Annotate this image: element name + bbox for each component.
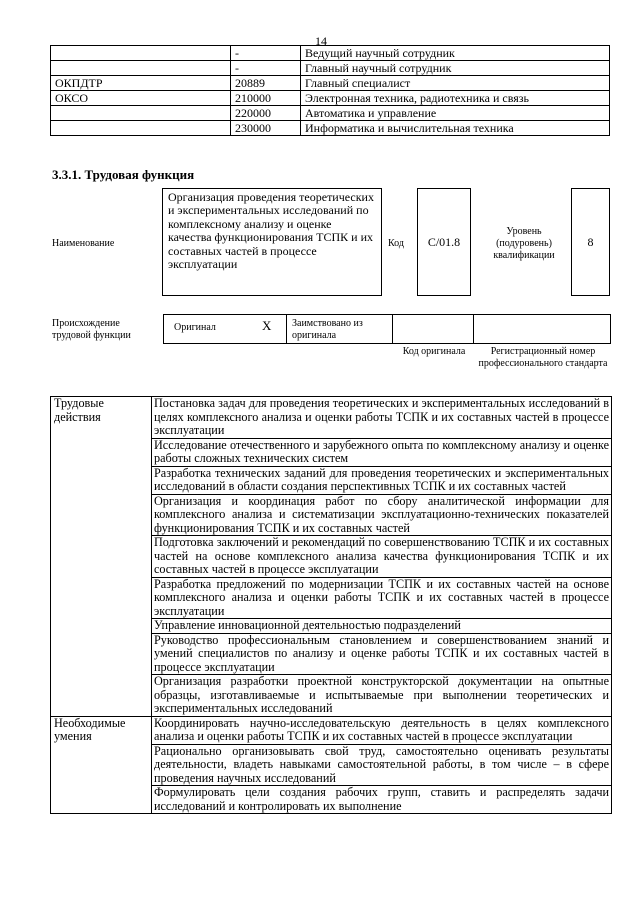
section-title: 3.3.1. Трудовая функция <box>52 167 195 182</box>
labor-action: Постановка задач для проведения теоретических и экспериментальных исследований в целях комплексного анализа и оценки работы ТСПК и их составных частей в процессе эксплуатации <box>152 397 612 439</box>
function-name: Организация проведения теоретических и экспериментальных исследований по комплексному анализу и оценке качества функционирования ТСПК и их составных частей в процессе эксплуатации <box>162 188 382 296</box>
classifier-title: Главный научный сотрудник <box>301 61 610 76</box>
labor-action: Разработка предложений по модернизации ТСПК и их составных частей на основе комплексного анализа и оценки работы ТСПК и их составных частей в процессе эксплуатации <box>152 577 612 619</box>
required-skills-label: Необходимые умения <box>51 716 152 814</box>
classifier-code: 220000 <box>231 106 301 121</box>
original-mark: X <box>262 318 272 333</box>
original-code-cell <box>392 314 474 344</box>
classifier-title: Электронная техника, радиотехника и связь <box>301 91 610 106</box>
level-label: Уровень (подуровень) квалификации <box>493 226 555 261</box>
function-code: С/01.8 <box>417 188 471 296</box>
labor-function-table <box>50 396 612 814</box>
codes-row <box>51 46 610 61</box>
classifier-name: ОКСО <box>51 91 231 106</box>
required-skill: Формулировать цели создания рабочих групп, ставить и распределять задачи исследований и контролировать их выполнение <box>152 786 612 814</box>
labor-action: Управление инновационной деятельностью подразделений <box>152 619 612 634</box>
classifier-name <box>51 46 231 61</box>
classifier-code: 20889 <box>231 76 301 91</box>
labor-action: Организация и координация работ по сбору аналитической информации для комплексного анализа и систематизации эксплуатационно-технических показателей функционирования ТСПК и их составных частей <box>152 494 612 536</box>
classifier-code: - <box>231 46 301 61</box>
classifier-title: Информатика и вычислительная техника <box>301 121 610 136</box>
required-skill-row <box>51 716 612 744</box>
classifier-name: ОКПДТР <box>51 76 231 91</box>
classifier-code: - <box>231 61 301 76</box>
labor-action: Руководство профессиональным становлением и совершенствованием знаний и умений специалистов по анализу и оценке работы ТСПК и их составных частей в процессе эксплуатации <box>152 633 612 675</box>
qualification-level: 8 <box>571 188 610 296</box>
codes-row <box>51 91 610 106</box>
code-label: Код <box>388 238 404 249</box>
codes-row <box>51 121 610 136</box>
classifier-name <box>51 61 231 76</box>
page-number: 14 <box>315 34 327 48</box>
reg-number-caption: Регистрационный номер профессионального стандарта <box>478 346 608 369</box>
classification-codes-table <box>50 45 610 136</box>
labor-action: Подготовка заключений и рекомендаций по совершенствованию ТСПК и их составных частей на основе комплексного анализа качества функционирования ТСПК и их составных частей в процессе эксплуатации <box>152 536 612 578</box>
labor-action-row <box>51 397 612 439</box>
codes-row <box>51 61 610 76</box>
classifier-title: Ведущий научный сотрудник <box>301 46 610 61</box>
classifier-name <box>51 106 231 121</box>
classifier-title: Главный специалист <box>301 76 610 91</box>
labor-action: Организация разработки проектной конструкторской документации на опытные образцы, изготавливаемые и испытываемые при выполнении теоретических и экспериментальных исследований <box>152 675 612 717</box>
origin-label: Происхождение трудовой функции <box>52 318 131 341</box>
classifier-code: 210000 <box>231 91 301 106</box>
required-skill: Рационально организовывать свой труд, самостоятельно оценивать результаты деятельности, владеть навыками самостоятельной работы, в том числе – в сфере проведения научных исследований <box>152 744 612 786</box>
classifier-code: 230000 <box>231 121 301 136</box>
codes-row <box>51 76 610 91</box>
original-label: Оригинал <box>174 322 216 333</box>
classifier-title: Автоматика и управление <box>301 106 610 121</box>
required-skill: Координировать научно-исследовательскую деятельность в целях комплексного анализа и оценки работы ТСПК и их составных частей в процессе эксплуатации <box>152 716 612 744</box>
labor-action: Разработка технических заданий для проведения теоретических и экспериментальных исследований в области создания перспективных ТСПК и их составных частей <box>152 466 612 494</box>
labor-actions-label: Трудовые действия <box>51 397 152 717</box>
classifier-name <box>51 121 231 136</box>
name-label: Наименование <box>52 238 115 249</box>
borrowed-label: Заимствовано из оригинала <box>292 318 363 341</box>
reg-number-cell <box>473 314 611 344</box>
labor-action: Исследование отечественного и зарубежного опыта по комплексному анализу и оценке работы сложных технических систем <box>152 438 612 466</box>
original-code-caption: Код оригинала <box>402 346 466 357</box>
codes-row <box>51 106 610 121</box>
